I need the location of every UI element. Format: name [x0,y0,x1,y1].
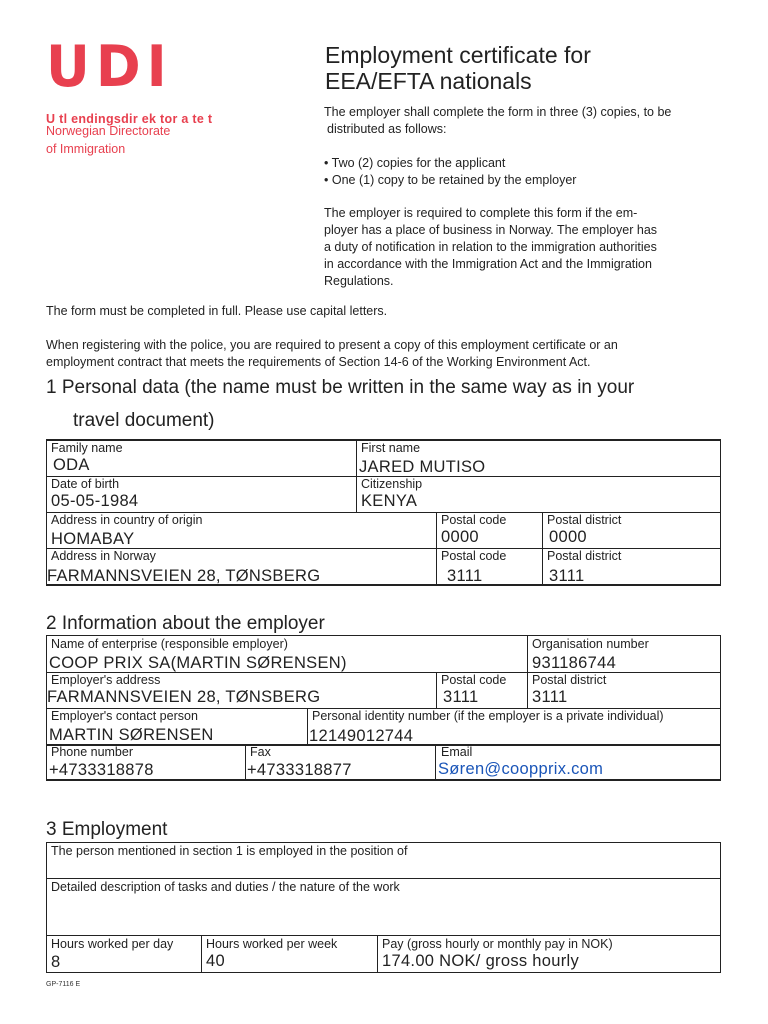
employer-address-label: Employer's address [51,673,161,687]
origin-postal-district-label: Postal district [547,513,622,527]
contact-person-field[interactable]: MARTIN SØRENSEN [49,726,214,744]
duty-line: a duty of notification in relation to the immigration authorities [324,240,657,254]
norway-postal-code-field[interactable]: 3111 [447,567,483,585]
bullet-applicant: • Two (2) copies for the applicant [324,156,506,170]
origin-postal-code-label: Postal code [441,513,507,527]
hours-day-field[interactable]: 8 [51,953,61,971]
hours-week-field[interactable]: 40 [206,952,225,970]
employer-postal-district-field[interactable]: 3111 [532,688,568,706]
email-label: Email [441,745,473,759]
origin-postal-district-field[interactable]: 0000 [549,528,587,546]
org-number-label: Organisation number [532,637,649,651]
employer-postal-district-label: Postal district [532,673,607,687]
origin-address-field[interactable]: HOMABAY [51,530,135,548]
family-name-label: Family name [51,441,123,455]
hours-day-label: Hours worked per day [51,937,174,951]
norway-postal-district-label: Postal district [547,549,622,563]
dob-field[interactable]: 05-05-1984 [51,492,139,510]
contact-person-label: Employer's contact person [51,709,198,723]
personal-id-field[interactable]: 12149012744 [309,727,414,745]
org-number-field[interactable]: 931186744 [532,654,617,672]
intro-text [324,104,724,138]
employer-postal-code-label: Postal code [441,673,507,687]
first-name-field[interactable]: JARED MUTISO [359,458,486,476]
section1-heading-line2: travel document) [73,410,215,431]
norway-postal-code-label: Postal code [441,549,507,563]
citizenship-field[interactable]: KENYA [361,492,418,510]
section1-heading-line1: 1 Personal data (the name must be written in the same way as in your [46,377,635,398]
duty-paragraph [324,205,724,290]
family-name-field[interactable]: ODA [53,456,90,474]
duty-line: in accordance with the Immigration Act and the Immigration [324,257,652,271]
tasks-label: Detailed description of tasks and duties / the nature of the work [51,880,400,894]
origin-address-label: Address in country of origin [51,513,203,527]
distribution-list [324,155,576,189]
citizenship-label: Citizenship [361,477,423,491]
origin-postal-code-field[interactable]: 0000 [441,528,479,546]
employer-address-field[interactable]: FARMANNSVEIEN 28, TØNSBERG [47,688,321,706]
norway-address-label: Address in Norway [51,549,156,563]
intro-line1: The employer shall complete the form in three (3) copies, to be [324,105,672,119]
hours-week-label: Hours worked per week [206,937,338,951]
fax-field[interactable]: +4733318877 [247,761,352,779]
police-note-line: employment contract that meets the requirements of Section 14-6 of the Working Environment Act. [46,355,591,369]
phone-field[interactable]: +4733318878 [49,761,154,779]
org-english-line1: Norwegian Directorate [46,124,171,138]
position-label: The person mentioned in section 1 is employed in the position of [51,844,408,858]
fax-label: Fax [250,745,271,759]
pay-label: Pay (gross hourly or monthly pay in NOK) [382,937,613,951]
duty-line: Regulations. [324,274,394,288]
norway-address-field[interactable]: FARMANNSVEIEN 28, TØNSBERG [47,567,321,585]
complete-note: The form must be completed in full. Please use capital letters. [46,304,388,318]
intro-line2: distributed as follows: [327,122,447,136]
form-code: GP-7116 E [46,981,81,988]
pay-field[interactable]: 174.00 NOK/ gross hourly [382,952,580,970]
phone-label: Phone number [51,745,134,759]
police-note [46,337,726,371]
page-title [325,42,725,94]
dob-label: Date of birth [51,477,120,491]
duty-line: The employer is required to complete this form if the em- [324,206,638,220]
section3-heading: 3 Employment [46,819,168,840]
enterprise-label: Name of enterprise (responsible employer) [51,637,288,651]
police-note-line: When registering with the police, you are required to present a copy of this employment certificate or an [46,338,618,352]
norway-postal-district-field[interactable]: 3111 [549,567,585,585]
employer-postal-code-field[interactable]: 3111 [443,688,479,706]
bullet-employer: • One (1) copy to be retained by the employer [324,173,577,187]
title-line2: EEA/EFTA nationals [325,68,532,94]
title-line1: Employment certificate for [325,42,591,68]
duty-line: ployer has a place of business in Norway. The employer has [324,223,658,237]
section2-heading: 2 Information about the employer [46,613,325,634]
udi-logo: UDI [46,33,173,100]
enterprise-field[interactable]: COOP PRIX SA(MARTIN SØRENSEN) [49,654,347,672]
org-english-line2: of Immigration [46,142,126,156]
org-english-name [46,122,216,158]
org-name: U tl endingsdir ek tor a te t [46,112,213,126]
email-link[interactable]: Søren@coopprix.com [438,760,604,778]
first-name-label: First name [361,441,421,455]
personal-id-label: Personal identity number (if the employer is a private individual) [312,709,664,723]
